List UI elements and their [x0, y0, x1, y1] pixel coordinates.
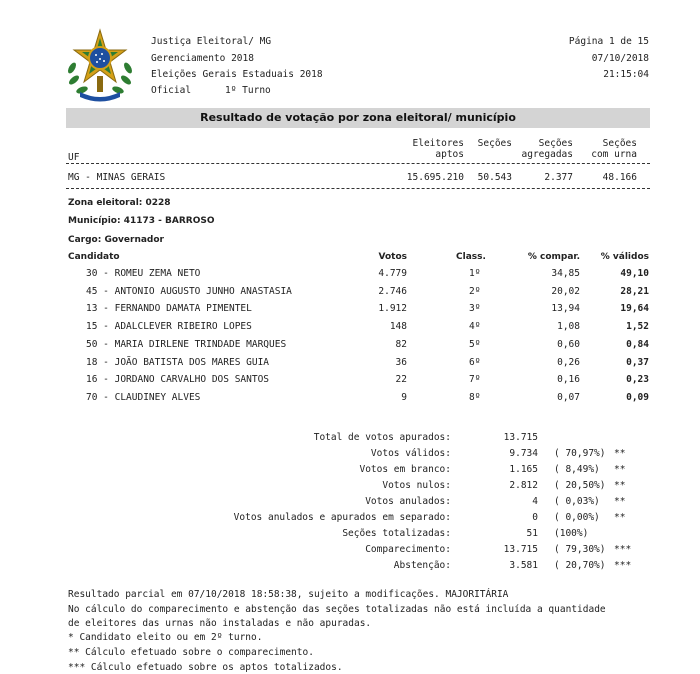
- report-title: Resultado de votação por zona eleitoral/ município: [200, 111, 516, 124]
- candidate-votos: 148: [389, 321, 407, 333]
- totals-row: [0, 544, 700, 558]
- totals-value: 2.812: [509, 480, 538, 491]
- candidate-votos: 9: [401, 391, 407, 403]
- totals-mark: **: [614, 480, 626, 491]
- candidate-class: 2º: [469, 285, 481, 297]
- candidate-votos: 82: [395, 338, 407, 350]
- candidate-class: 4º: [469, 321, 481, 333]
- totals-label: Votos válidos:: [370, 448, 451, 459]
- totals-mark: ***: [614, 544, 632, 555]
- candidate-name: 16 - JORDANO CARVALHO DOS SANTOS: [86, 374, 270, 386]
- divider: [66, 163, 650, 164]
- candidate-votos: 4.779: [378, 268, 407, 279]
- table-row: [0, 286, 700, 300]
- candidate-name: 15 - ADALCLEVER RIBEIRO LOPES: [86, 321, 252, 333]
- candidate-validos: 0,09: [626, 391, 649, 403]
- candidate-votos: 2.746: [378, 285, 407, 297]
- header-status: Oficial: [151, 85, 192, 96]
- header-org: Justiça Eleitoral/ MG: [151, 36, 272, 47]
- candidate-votos: 36: [395, 356, 407, 368]
- candidate-validos: 28,21: [620, 285, 649, 297]
- totals-pct: ( 20,70%): [554, 560, 606, 571]
- candidate-votos: 1.912: [378, 303, 407, 315]
- candidate-name: 30 - ROMEU ZEMA NETO: [86, 268, 201, 279]
- candidate-compar: 20,02: [551, 285, 580, 297]
- col-eleitores-header-2: aptos: [435, 149, 464, 160]
- header-date: 07/10/2018: [591, 53, 649, 64]
- table-row: [0, 268, 700, 282]
- divider: [66, 188, 650, 189]
- candidate-class: 3º: [469, 303, 481, 315]
- report-title-bar: [66, 108, 650, 128]
- col-comurna-header-2: com urna: [591, 149, 637, 160]
- candidate-compar: 0,07: [557, 391, 580, 403]
- totals-label: Seções totalizadas:: [342, 528, 451, 539]
- candidate-compar: 0,16: [557, 374, 580, 386]
- page-number: Página 1 de 15: [568, 36, 649, 47]
- candidate-name: 70 - CLAUDINEY ALVES: [86, 391, 201, 403]
- col-agregadas-header-2: agregadas: [521, 149, 573, 160]
- candidate-validos: 19,64: [620, 303, 649, 315]
- candidate-class: 6º: [469, 356, 481, 368]
- totals-label: Total de votos apurados:: [313, 432, 451, 443]
- totals-label: Votos anulados:: [365, 496, 451, 507]
- summary-comurna: 48.166: [602, 172, 637, 183]
- candidate-class: 5º: [469, 338, 481, 350]
- candidate-name: 45 - ANTONIO AUGUSTO JUNHO ANASTASIA: [86, 285, 292, 297]
- totals-pct: (100%): [554, 528, 589, 539]
- col-agregadas-header-1: Seções: [538, 138, 573, 149]
- summary-agregadas: 2.377: [544, 172, 573, 183]
- header-round: 1º Turno: [225, 85, 271, 96]
- candidate-class: 8º: [469, 391, 481, 403]
- candidate-compar: 1,08: [557, 321, 580, 333]
- totals-row: [0, 496, 700, 510]
- totals-mark: **: [614, 448, 626, 459]
- totals-pct: ( 79,30%): [554, 544, 606, 555]
- candidate-name: 50 - MARIA DIRLENE TRINDADE MARQUES: [86, 338, 287, 350]
- totals-row: [0, 480, 700, 494]
- totals-row: [0, 528, 700, 542]
- note-line: ** Cálculo efetuado sobre o comparecimento.: [68, 647, 314, 658]
- candidate-class: 1º: [469, 268, 481, 279]
- totals-row: [0, 432, 700, 446]
- totals-value: 13.715: [503, 432, 538, 443]
- totals-mark: **: [614, 512, 626, 523]
- municipio: Município: 41173 - BARROSO: [68, 216, 215, 226]
- note-line: * Candidato eleito ou em 2º turno.: [68, 632, 263, 643]
- totals-pct: ( 70,97%): [554, 448, 606, 459]
- totals-row: [0, 560, 700, 574]
- totals-value: 51: [526, 528, 538, 539]
- summary-eleitores: 15.695.210: [406, 172, 464, 183]
- candidate-compar: 0,26: [557, 356, 580, 368]
- table-row: [0, 357, 700, 371]
- totals-label: Comparecimento:: [365, 544, 451, 555]
- brasao-emblem-icon: [64, 28, 136, 104]
- totals-value: 13.715: [503, 544, 538, 555]
- totals-pct: ( 0,03%): [554, 496, 600, 507]
- totals-value: 9.734: [509, 448, 538, 459]
- totals-value: 4: [532, 496, 538, 507]
- col-candidato-header: Candidato: [68, 252, 120, 262]
- col-eleitores-header-1: Eleitores: [412, 138, 464, 149]
- header-time: 21:15:04: [603, 69, 649, 80]
- candidate-validos: 1,52: [626, 321, 649, 333]
- note-line: Resultado parcial em 07/10/2018 18:58:38, sujeito a modificações. MAJORITÁRIA: [68, 589, 509, 600]
- candidate-compar: 0,60: [557, 338, 580, 350]
- col-validos-header: % válidos: [600, 252, 649, 262]
- note-line: No cálculo do comparecimento e abstenção das seções totalizadas não está incluída a quantidade: [68, 604, 606, 615]
- totals-mark: **: [614, 496, 626, 507]
- candidate-validos: 0,23: [626, 374, 649, 386]
- cargo: Cargo: Governador: [68, 235, 164, 245]
- table-row: [0, 374, 700, 388]
- table-row: [0, 339, 700, 353]
- candidate-validos: 0,37: [626, 356, 649, 368]
- totals-value: 1.165: [509, 464, 538, 475]
- note-line: *** Cálculo efetuado sobre os aptos totalizados.: [68, 662, 343, 673]
- totals-pct: ( 0,00%): [554, 512, 600, 523]
- candidate-name: 13 - FERNANDO DAMATA PIMENTEL: [86, 303, 252, 315]
- zona-eleitoral: Zona eleitoral: 0228: [68, 198, 171, 208]
- candidate-validos: 0,84: [626, 338, 649, 350]
- header-system: Gerenciamento 2018: [151, 53, 254, 64]
- totals-row: [0, 464, 700, 478]
- table-row: [0, 392, 700, 406]
- totals-row: [0, 512, 700, 526]
- candidate-class: 7º: [469, 374, 481, 386]
- candidate-name: 18 - JOÃO BATISTA DOS MARES GUIA: [86, 356, 270, 368]
- candidate-votos: 22: [395, 374, 407, 386]
- col-compar-header: % compar.: [527, 252, 580, 262]
- candidate-validos: 49,10: [620, 268, 649, 279]
- col-comurna-header-1: Seções: [602, 138, 637, 149]
- totals-pct: ( 8,49%): [554, 464, 600, 475]
- note-line: de eleitores das urnas não instaladas e não apuradas.: [68, 618, 372, 629]
- totals-label: Votos nulos:: [382, 480, 451, 491]
- candidate-compar: 34,85: [551, 268, 580, 279]
- candidate-compar: 13,94: [551, 303, 580, 315]
- totals-mark: ***: [614, 560, 632, 571]
- col-votos-header: Votos: [378, 252, 407, 262]
- totals-value: 0: [532, 512, 538, 523]
- col-secoes-header: Seções: [477, 138, 512, 149]
- totals-label: Abstenção:: [393, 560, 451, 571]
- totals-label: Votos em branco:: [359, 464, 451, 475]
- summary-secoes: 50.543: [477, 172, 512, 183]
- totals-row: [0, 448, 700, 462]
- table-row: [0, 303, 700, 317]
- summary-uf: MG - MINAS GERAIS: [68, 172, 166, 183]
- header-election: Eleições Gerais Estaduais 2018: [151, 69, 323, 80]
- table-row: [0, 321, 700, 335]
- col-uf-header: UF: [68, 152, 80, 163]
- totals-label: Votos anulados e apurados em separado:: [233, 512, 451, 523]
- totals-value: 3.581: [509, 560, 538, 571]
- col-class-header: Class.: [456, 252, 486, 262]
- totals-mark: **: [614, 464, 626, 475]
- totals-pct: ( 20,50%): [554, 480, 606, 491]
